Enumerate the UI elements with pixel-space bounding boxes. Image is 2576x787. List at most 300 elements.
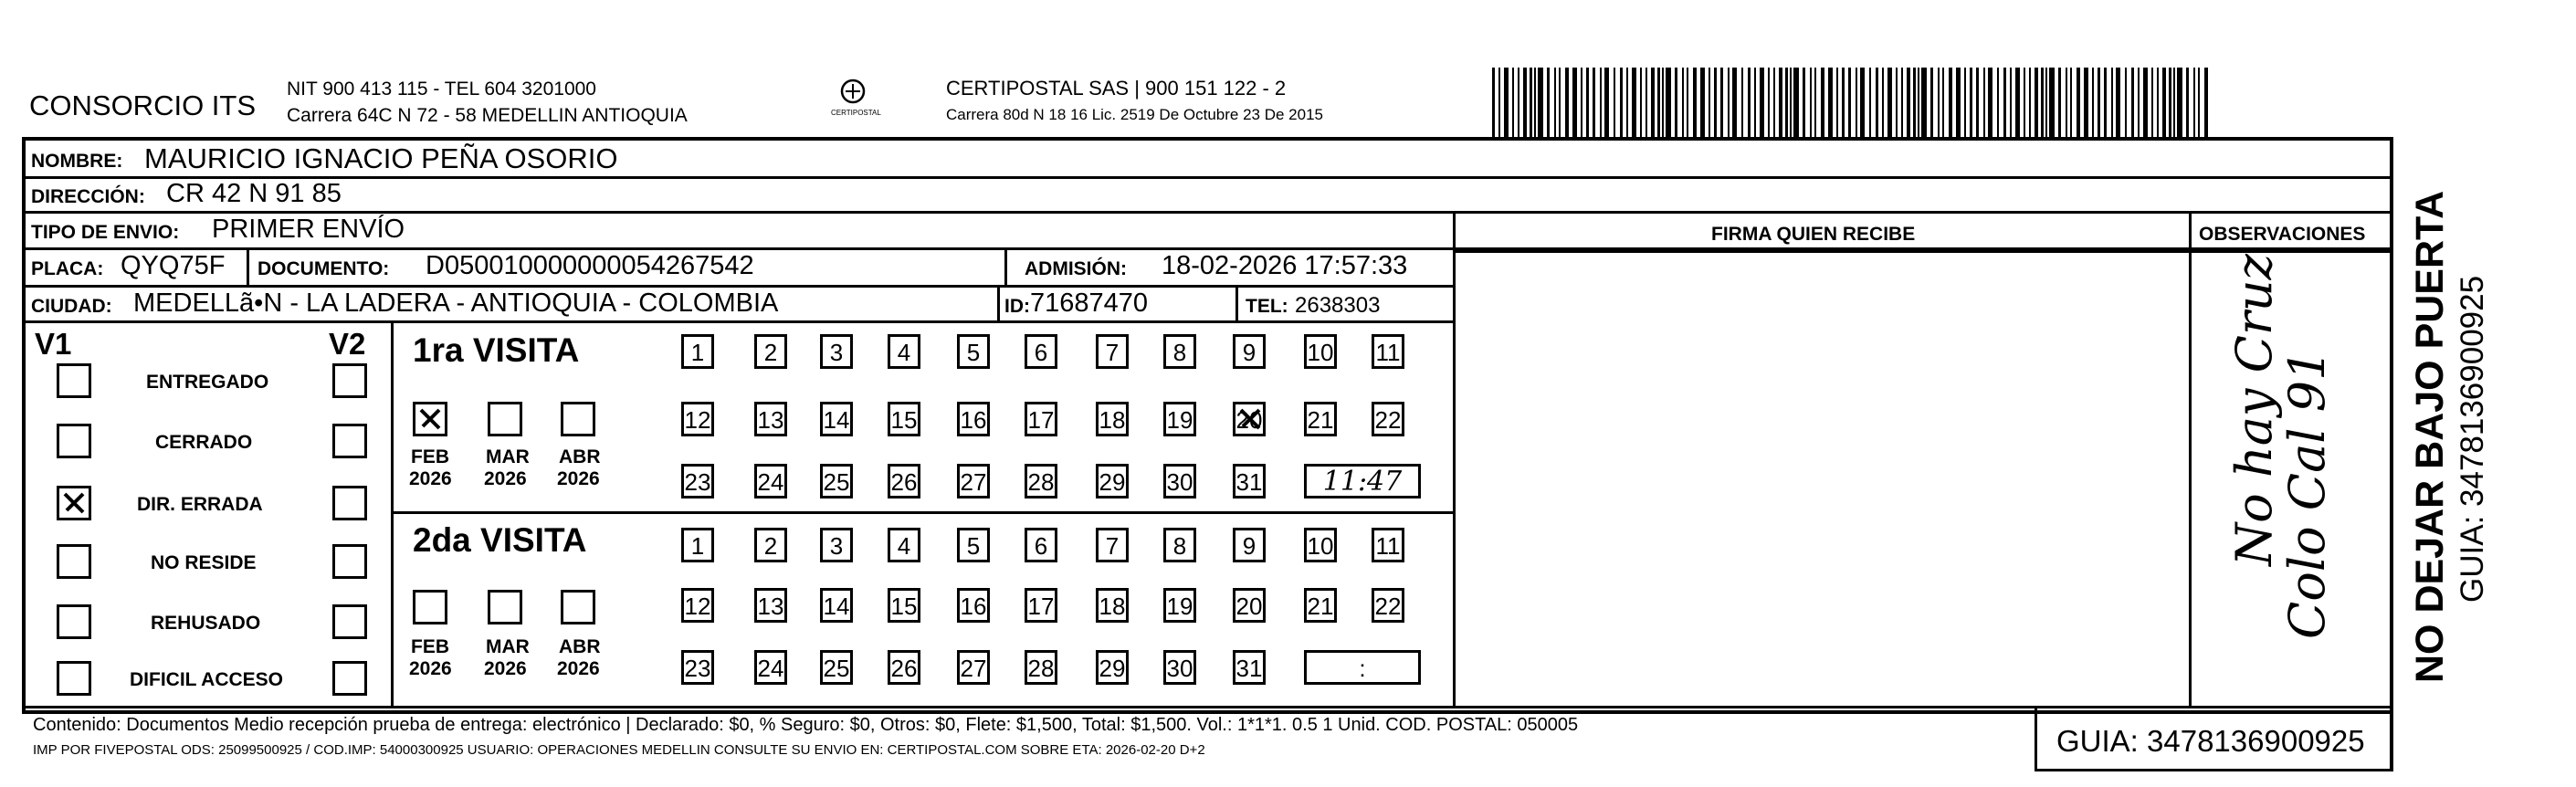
status-label: DIFICIL ACCESO [130,669,284,690]
day-box[interactable] [1304,528,1337,562]
barcode-bar [1836,68,1838,137]
barcode-bar [1572,68,1577,137]
barcode-bar [1632,68,1636,137]
day-number: 20 [1235,593,1263,620]
month-checkbox[interactable] [488,402,522,436]
day-box[interactable] [1304,402,1337,436]
barcode-bar [1693,68,1697,137]
v2-checkbox[interactable] [332,363,367,398]
day-number: 30 [1166,655,1193,682]
placa-label: PLACA: [31,258,104,279]
v2-checkbox[interactable] [332,486,367,520]
day-box[interactable] [681,334,714,369]
barcode-bar [2003,68,2006,137]
day-box[interactable] [957,334,990,369]
day-box[interactable] [957,528,990,562]
day-box[interactable] [957,464,990,498]
barcode-bar [1988,68,1992,137]
time-handwriting: 11:47 [1322,466,1403,498]
month-label: FEB [411,636,449,657]
barcode-bar [2024,68,2025,137]
barcode-bar [2058,68,2061,137]
barcode-bar [2143,68,2148,137]
barcode-bar [2151,68,2153,137]
barcode-bar [1810,68,1812,137]
certipostal-logo [825,75,880,126]
day-box[interactable] [1096,528,1129,562]
day-number: 8 [1172,532,1187,560]
barcode-bar [1620,68,1623,137]
day-number: 12 [684,406,711,434]
barcode-bar [1547,68,1550,137]
barcode-bar [1754,68,1756,137]
day-number: 1 [690,532,705,560]
barcode-bar [2116,68,2120,137]
day-box[interactable] [754,464,787,498]
day-box[interactable] [1233,650,1266,685]
status-label: REHUSADO [151,613,261,634]
day-number: 13 [757,593,784,620]
barcode-bar [1728,68,1730,137]
day-box[interactable] [1233,588,1266,623]
day-box[interactable] [754,588,787,623]
barcode-bar [1700,68,1705,137]
month-checkbox[interactable] [488,590,522,624]
barcode-bar [1760,68,1764,137]
day-number: 31 [1235,468,1263,496]
barcode-bar [2111,68,2113,137]
day-box[interactable] [1096,650,1129,685]
day-number: 22 [1374,406,1402,434]
day-number: 12 [684,593,711,620]
barcode-bar [2049,68,2055,137]
barcode-bar [2198,68,2200,137]
barcode-bar [1901,68,1903,137]
barcode-bar [1785,68,1788,137]
barcode-bar [2125,68,2127,137]
day-number: 19 [1166,593,1193,620]
check-mark-icon [415,404,445,434]
admision-value: 18-02-2026 17:57:33 [1162,251,1408,280]
day-box[interactable] [1025,588,1057,623]
barcode-bar [2169,68,2171,137]
barcode-bar [1512,68,1514,137]
day-box[interactable] [1372,528,1404,562]
barcode-bar [2193,68,2195,137]
firma-header: FIRMA QUIEN RECIBE [1711,224,1916,245]
tipo-envio-value: PRIMER ENVÍO [212,215,405,244]
sender-name: CONSORCIO ITS [29,89,257,121]
sender-nit-tel: NIT 900 413 115 - TEL 604 3201000 [287,79,596,100]
month-year: 2026 [484,468,527,489]
month-label: MAR [486,636,530,657]
second-visit-title: 2da VISITA [413,521,587,559]
barcode-bar [2104,68,2107,137]
day-box[interactable] [1096,464,1129,498]
status-label: NO RESIDE [151,552,257,573]
day-box[interactable] [888,334,920,369]
day-number: 7 [1105,339,1120,366]
barcode-bar [1714,68,1717,137]
side-guia: GUIA: 3478136900925 [2455,275,2490,603]
day-box[interactable] [1025,402,1057,436]
barcode-bar [2173,68,2175,137]
time-box[interactable] [1304,464,1421,498]
v1-checkbox[interactable] [57,544,91,579]
barcode-bar [1640,68,1642,137]
barcode-bar [1918,68,1919,137]
barcode-bar [1907,68,1910,137]
barcode-bar [1913,68,1916,137]
day-number: 31 [1235,655,1263,682]
day-box[interactable] [681,528,714,562]
barcode-bar [1768,68,1770,137]
day-number: 30 [1166,468,1193,496]
day-number: 28 [1027,655,1055,682]
barcode-bar [2138,68,2140,137]
day-box[interactable] [820,334,853,369]
barcode-bar [1600,68,1602,137]
day-box[interactable] [1304,588,1337,623]
day-box[interactable] [1372,334,1404,369]
status-label: CERRADO [155,432,253,453]
id-value: 71687470 [1030,289,1149,318]
month-year: 2026 [409,468,452,489]
day-box[interactable] [820,588,853,623]
status-label: DIR. ERRADA [137,494,263,515]
day-box[interactable] [1372,402,1404,436]
day-number: 15 [890,593,918,620]
barcode-bar [1741,68,1743,137]
barcode-bar [1790,68,1792,137]
day-number: 6 [1034,532,1048,560]
day-number: 14 [823,406,850,434]
barcode-bar [1793,68,1799,137]
logo-text: CERTIPOSTAL [831,109,881,117]
day-number: 3 [829,532,844,560]
check-mark-icon [59,488,89,518]
barcode-bar [2131,68,2134,137]
placa-value: QYQ75F [121,251,226,280]
carrier-address: Carrera 80d N 18 16 Lic. 2519 De Octubre 23 De 2015 [946,106,1323,123]
day-box[interactable] [1025,334,1057,369]
day-number: 27 [960,468,987,496]
month-year: 2026 [484,658,527,679]
day-number: 23 [684,468,711,496]
day-number: 24 [757,468,784,496]
day-number: 5 [966,339,981,366]
v1-checkbox[interactable] [57,661,91,696]
barcode-bar [1748,68,1751,137]
barcode-bar [1964,68,1966,137]
barcode-bar [1779,68,1782,137]
barcode-bar [1938,68,1940,137]
ciudad-value: MEDELLã•N - LA LADERA - ANTIOQUIA - COLOMBIA [133,289,779,318]
day-box[interactable] [1096,402,1129,436]
documento-label: DOCUMENTO: [258,258,390,279]
day-box[interactable] [1233,528,1266,562]
documento-value: D050010000000054267542 [426,251,754,280]
barcode-bar [1657,68,1660,137]
day-box[interactable] [957,588,990,623]
barcode-bar [1842,68,1845,137]
day-number: 2 [763,339,778,366]
nombre-label: NOMBRE: [31,151,123,172]
day-box[interactable] [1233,464,1266,498]
day-box[interactable] [681,588,714,623]
day-box[interactable] [681,402,714,436]
observation-handwriting-2: Colo Cal 91 [2278,349,2336,639]
barcode-bar [1534,68,1536,137]
barcode-bar [1732,68,1737,137]
barcode-bar [1604,68,1609,137]
day-box[interactable] [1025,464,1057,498]
day-number: 18 [1099,406,1126,434]
day-box[interactable] [1233,402,1266,436]
day-box[interactable] [888,588,920,623]
time-separator: : [1359,655,1366,682]
barcode-bar [1720,68,1723,137]
id-label: ID: [1004,296,1030,317]
barcode-bar [1956,68,1961,137]
barcode-bar [1821,68,1824,137]
barcode-bar [2070,68,2072,137]
day-number: 24 [757,655,784,682]
day-number: 17 [1027,593,1055,620]
month-checkbox[interactable] [561,590,595,624]
v1-checkbox[interactable] [57,604,91,639]
tipo-envio-label: TIPO DE ENVIO: [31,222,180,243]
day-box[interactable] [1304,334,1337,369]
day-box[interactable] [1096,588,1129,623]
day-number: 4 [897,532,911,560]
day-box[interactable] [888,528,920,562]
day-number: 28 [1027,468,1055,496]
day-number: 19 [1166,406,1193,434]
barcode-bar [1593,68,1595,137]
day-number: 6 [1034,339,1048,366]
day-box[interactable] [820,650,853,685]
day-box[interactable] [1025,528,1057,562]
day-number: 11 [1375,532,1401,560]
month-checkbox[interactable] [561,402,595,436]
month-label: ABR [559,636,601,657]
day-box[interactable] [1163,402,1196,436]
sender-address: Carrera 64C N 72 - 58 MEDELLIN ANTIOQUIA [287,105,688,126]
barcode-bar [1997,68,1999,137]
barcode-bar [1586,68,1589,137]
barcode-bar [2066,68,2067,137]
day-number: 2 [763,532,778,560]
barcode-bar [1614,68,1615,137]
barcode-bar [2084,68,2088,137]
barcode-bar [1651,68,1655,137]
day-box[interactable] [888,464,920,498]
day-box[interactable] [1372,588,1404,623]
day-number: 1 [690,339,705,366]
content-line: Contenido: Documentos Medio recepción prueba de entrega: electrónico | Declarado: $0, % Seguro: $0, Otros: $0, Flete: $1,500, Total: $1,500. Vol.: 1*1*1. 0.5 1 Unid. COD. POSTAL: 050005 [33,715,1579,735]
v1-checkbox[interactable] [57,424,91,458]
day-number: 22 [1374,593,1402,620]
barcode-bar [1887,68,1892,137]
carrier-line: CERTIPOSTAL SAS | 900 151 122 - 2 [946,77,1287,100]
first-visit-title: 1ra VISITA [413,331,580,369]
day-box[interactable] [681,464,714,498]
day-number: 15 [890,406,918,434]
ciudad-label: CIUDAD: [31,296,112,317]
barcode-bar [1662,68,1664,137]
v2-checkbox[interactable] [332,604,367,639]
status-label: ENTREGADO [146,372,269,393]
day-box[interactable] [888,402,920,436]
barcode-bar [2098,68,2100,137]
day-number: 7 [1105,532,1120,560]
barcode-bar [2045,68,2047,137]
barcode-bar [1921,68,1927,137]
barcode-bar [1949,68,1952,137]
v2-checkbox[interactable] [332,424,367,458]
barcode-bar [2092,68,2094,137]
barcode-bar [1666,68,1671,137]
day-number: 9 [1242,339,1256,366]
observaciones-header: OBSERVACIONES [2199,224,2366,245]
barcode-bar [2157,68,2159,137]
imp-line: IMP POR FIVEPOSTAL ODS: 25099500925 / COD.IMP: 54000300925 USUARIO: OPERACIONES MEDELLIN CONSULTE SU ENVIO EN: CERTIPOSTAL.COM SOBRE ETA: 2026-02-20 D+2 [33,742,1205,758]
barcode-bar [2077,68,2080,137]
barcode-bar [1687,68,1688,137]
day-number: 23 [684,655,711,682]
day-number: 16 [960,406,987,434]
observation-handwriting-1: No hay Cruz [2225,254,2283,566]
barcode-bar [1803,68,1805,137]
barcode-bar [2029,68,2031,137]
day-box[interactable] [888,650,920,685]
day-number: 26 [890,468,918,496]
day-box[interactable] [1233,334,1266,369]
direccion-label: DIRECCIÓN: [31,186,145,207]
day-number: 4 [897,339,911,366]
direccion-value: CR 42 N 91 85 [166,179,342,208]
v2-checkbox[interactable] [332,661,367,696]
month-checkbox[interactable] [413,590,447,624]
day-box[interactable] [1163,528,1196,562]
month-checkbox[interactable] [413,402,447,436]
barcode-bar [1523,68,1527,137]
day-box[interactable] [1163,588,1196,623]
month-year: 2026 [557,468,600,489]
barcode-bar [1896,68,1898,137]
barcode-bar [1930,68,1933,137]
day-number: 27 [960,655,987,682]
day-number: 25 [823,655,850,682]
barcode-bar [1814,68,1816,137]
barcode-bar [1709,68,1710,137]
barcode-bar [2015,68,2020,137]
barcode-bar [1538,68,1543,137]
time-box[interactable] [1304,650,1421,685]
day-number: 17 [1027,406,1055,434]
v1-checkbox[interactable] [57,363,91,398]
day-number: 21 [1307,593,1334,620]
nombre-value: MAURICIO IGNACIO PEÑA OSORIO [144,142,618,174]
day-number: 21 [1307,406,1334,434]
day-number: 29 [1099,468,1126,496]
day-box[interactable] [1163,650,1196,685]
barcode-bar [1882,68,1884,137]
day-box[interactable] [820,402,853,436]
barcode-bar [1682,68,1684,137]
barcode-bar [1856,68,1857,137]
barcode-bar [1565,68,1569,137]
tel-label: TEL: [1246,296,1288,317]
barcode-bar [2041,68,2044,137]
v1-checkbox[interactable] [57,486,91,520]
day-box[interactable] [681,650,714,685]
barcode-bar [1848,68,1851,137]
v1-label: V1 [35,327,72,361]
barcode-bar [2162,68,2166,137]
day-number: 14 [823,593,850,620]
barcode-bar [2035,68,2038,137]
v2-checkbox[interactable] [332,544,367,579]
day-number: 20 [1235,406,1263,434]
day-box[interactable] [1163,464,1196,498]
day-box[interactable] [754,334,787,369]
day-box[interactable] [1025,650,1057,685]
month-year: 2026 [557,658,600,679]
day-number: 10 [1307,339,1334,366]
barcode-bar [1492,68,1495,137]
day-number: 26 [890,655,918,682]
day-box[interactable] [1163,334,1196,369]
barcode-bar [1860,68,1865,137]
barcode-bar [1976,68,1979,137]
barcode-bar [2177,68,2182,137]
month-year: 2026 [409,658,452,679]
day-box[interactable] [820,464,853,498]
barcode-bar [1675,68,1677,137]
day-box[interactable] [754,402,787,436]
day-box[interactable] [957,402,990,436]
barcode-bar [1581,68,1582,137]
day-number: 3 [829,339,844,366]
day-box[interactable] [957,650,990,685]
barcode-bar [2186,68,2189,137]
day-number: 13 [757,406,784,434]
day-number: 5 [966,532,981,560]
barcode-bar [1828,68,1833,137]
barcode-bar [1498,68,1500,137]
barcode-bar [1518,68,1519,137]
barcode-bar [1876,68,1878,137]
day-box[interactable] [1096,334,1129,369]
day-number: 18 [1099,593,1126,620]
day-number: 29 [1099,655,1126,682]
tel-value: 2638303 [1295,293,1381,318]
day-box[interactable] [820,528,853,562]
month-label: FEB [411,446,449,467]
day-number: 8 [1172,339,1187,366]
admision-label: ADMISIÓN: [1025,258,1127,279]
barcode-bar [1942,68,1944,137]
barcode-bar [1530,68,1532,137]
day-box[interactable] [754,528,787,562]
barcode-bar [1970,68,1972,137]
v2-label: V2 [329,327,366,361]
barcode-bar [1869,68,1871,137]
barcode-bar [1626,68,1628,137]
day-box[interactable] [754,650,787,685]
